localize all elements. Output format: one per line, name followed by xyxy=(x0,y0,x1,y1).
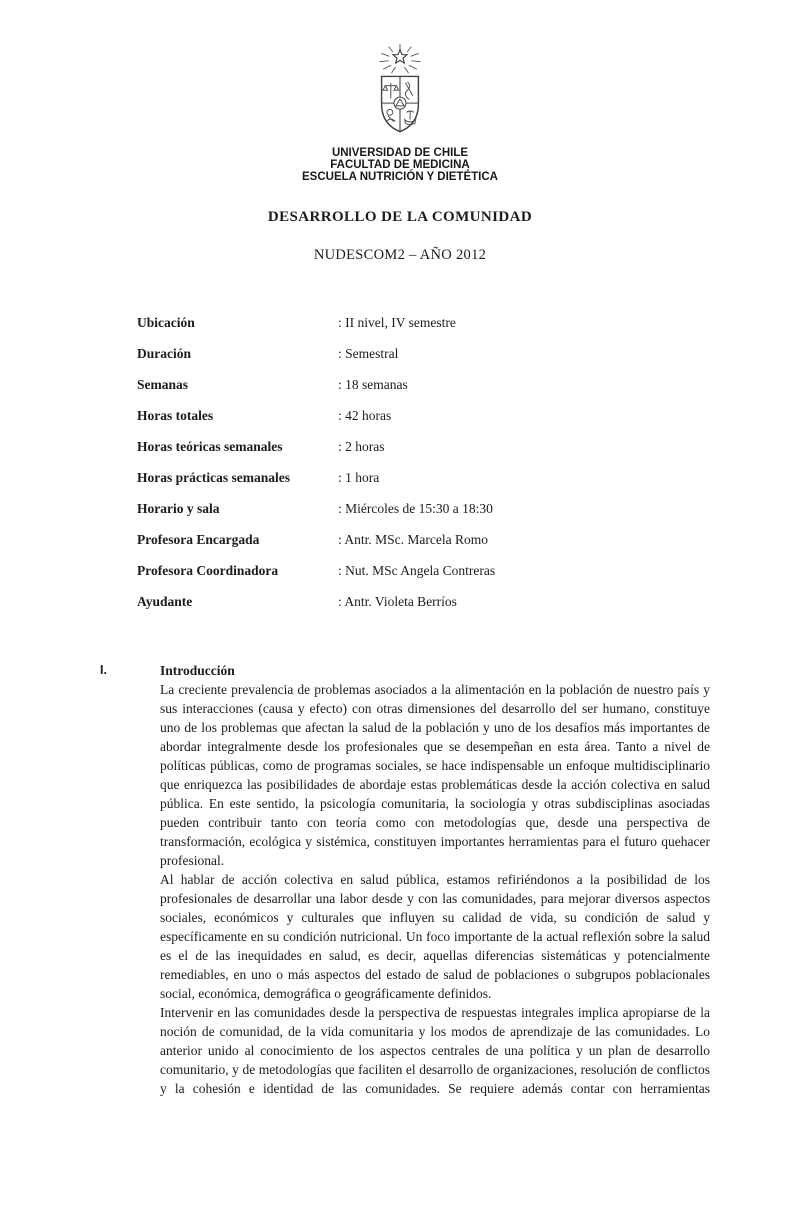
detail-label: Horas teóricas semanales xyxy=(137,439,283,454)
university-crest-icon xyxy=(354,44,446,142)
institution-line-2: FACULTAD DE MEDICINA xyxy=(330,159,470,171)
detail-value: : 1 hora xyxy=(338,470,380,485)
detail-label: Ubicación xyxy=(137,315,195,330)
detail-label: Semanas xyxy=(137,377,189,392)
section-title: Introducción xyxy=(160,663,235,678)
detail-value: : II nivel, IV semestre xyxy=(338,315,456,330)
institution-line-3: ESCUELA NUTRICIÓN Y DIETÉTICA xyxy=(302,171,498,183)
table-row xyxy=(137,408,800,439)
table-row xyxy=(137,532,800,563)
logo-block xyxy=(0,0,800,183)
table-row xyxy=(137,470,800,501)
detail-value: : 2 horas xyxy=(338,439,385,454)
course-title: DESARROLLO DE LA COMUNIDAD xyxy=(267,209,533,225)
detail-value: : 18 semanas xyxy=(338,377,408,392)
section-introduccion xyxy=(100,661,710,1098)
detail-label: Horario y sala xyxy=(137,501,220,516)
section-heading xyxy=(100,661,710,680)
detail-value: : Nut. MSc Angela Contreras xyxy=(338,563,496,578)
detail-label: Horas prácticas semanales xyxy=(137,470,290,485)
detail-value: : Miércoles de 15:30 a 18:30 xyxy=(338,501,493,516)
paragraph: Al hablar de acción colectiva en salud pública, estamos refiriéndonos a la posibilidad de los profesionales de desarrollar una labor desde y con las comunidades, para mejorar diversos aspectos sociales, económicos y culturales que influyen su calidad de vida, su condición de salud y específicamente en su condición nutricional. Un foco importante de la actual reflexión sobre la salud es el de las inequidades en salud, es decir, aquellas diferencias sistemáticas y potencialmente remediables, en uno o más aspectos del estado de salud de poblaciones o subgrupos poblacionales social, económica, demográfica o geográficamente definidos. xyxy=(160,872,710,1001)
detail-value: : 42 horas xyxy=(338,408,392,423)
detail-label: Profesora Encargada xyxy=(137,532,260,547)
course-details-table xyxy=(137,315,800,625)
detail-value: : Antr. Violeta Berríos xyxy=(338,594,457,609)
detail-label: Ayudante xyxy=(137,594,193,609)
section-body xyxy=(160,680,710,1098)
table-row xyxy=(137,563,800,594)
table-row xyxy=(137,439,800,470)
table-row xyxy=(137,501,800,532)
paragraph: La creciente prevalencia de problemas asociados a la alimentación en la población de nuestro país y sus interacciones (causa y efecto) con otras dimensiones del desarrollo del ser humano, constituye uno de los problemas que afectan la salud de la población y uno de los desafíos más importantes de abordar integralmente desde los profesionales que se desempeñan en esta área. Tanto a nivel de políticas públicas, como de programas sociales, se hace indispensable un enfoque multidisciplinario que enriquezca las posibilidades de abordaje estas problemáticas desde la acción colectiva en salud pública. En este sentido, la psicología comunitaria, la sociología y otras subdisciplinas asociadas pueden contribuir tanto con teoría como con metodologías que, desde una perspectiva de transformación, ecológica y sistémica, constituyen importantes herramientas para el futuro quehacer profesional. xyxy=(160,682,710,868)
detail-label: Profesora Coordinadora xyxy=(137,563,279,578)
paragraph: Intervenir en las comunidades desde la perspectiva de respuestas integrales implica apropiarse de la noción de comunidad, de la vida comunitaria y los modos de aprendizaje de las comunidades. Lo anterior unido al conocimiento de los aspectos centrales de una política y un plan de desarrollo comunitario, y de metodologías que faciliten el desarrollo de organizaciones, resolución de conflictos y la cohesión e identidad de las comunidades. Se requiere además contar con herramientas xyxy=(160,1005,710,1096)
section-number: I. xyxy=(100,663,107,677)
detail-label: Duración xyxy=(137,346,191,361)
detail-label: Horas totales xyxy=(137,408,214,423)
institution-line-1: UNIVERSIDAD DE CHILE xyxy=(331,147,469,159)
detail-value: : Semestral xyxy=(338,346,399,361)
table-row xyxy=(137,346,800,377)
table-row xyxy=(137,594,800,625)
detail-value: : Antr. MSc. Marcela Romo xyxy=(338,532,488,547)
course-code: NUDESCOM2 – AÑO 2012 xyxy=(313,247,487,263)
table-row xyxy=(137,377,800,408)
table-row xyxy=(137,315,800,346)
